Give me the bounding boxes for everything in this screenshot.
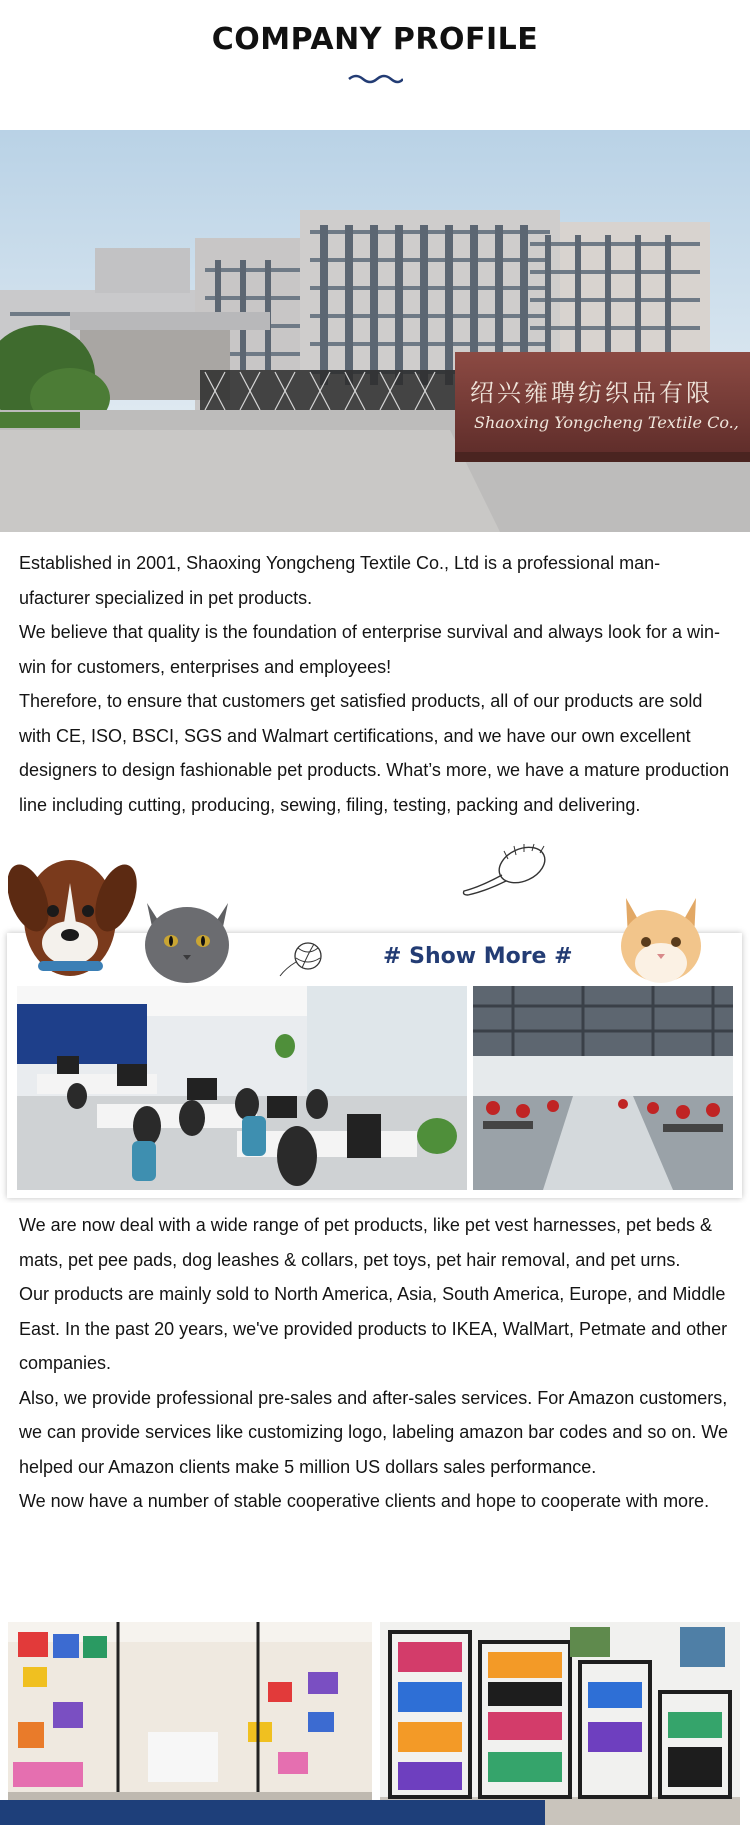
factory-photo bbox=[0, 130, 750, 532]
show-more-banner bbox=[0, 843, 750, 1203]
orange-cat-icon bbox=[606, 888, 716, 988]
detail-paragraph-4: We now have a number of stable cooperative clients and hope to cooperate with more. bbox=[19, 1491, 710, 1511]
factory-floor-photo bbox=[473, 986, 733, 1190]
intro-paragraph-1: Established in 2001, Shaoxing Yongcheng Textile Co., Ltd is a professional man-ufacturer specialized in pet products. bbox=[19, 553, 661, 608]
detail-paragraph-1: We are now deal with a wide range of pet products, like pet vest harnesses, pet beds & mats, pet pee pads, dog leashes & collars, pet toys, pet hair removal, and pet urns. bbox=[19, 1215, 713, 1270]
intro-paragraph-3: Therefore, to ensure that customers get satisfied products, all of our products are sold with CE, ISO, BSCI, SGS and Walmart certifications, and we have our own excellent designers to design fashionable pet products. What’s more, we have a mature production line including cutting, producing, sewing, filing, testing, packing and delivering. bbox=[19, 691, 730, 815]
wave-divider-icon bbox=[347, 72, 403, 86]
intro-paragraph-2: We believe that quality is the foundation of enterprise survival and always look for a win-win for customers, enterprises and employees! bbox=[19, 622, 721, 677]
showroom-section bbox=[0, 1622, 750, 1825]
show-more-link[interactable]: # Show More # bbox=[383, 944, 573, 969]
page-title: COMPANY PROFILE bbox=[211, 22, 539, 57]
detail-paragraph-2: Our products are mainly sold to North America, Asia, South America, Europe, and Middle East. In the past 20 years, we've provided products to IKEA, WalMart, Petmate and other companies. bbox=[19, 1284, 728, 1373]
showroom-photo-left bbox=[8, 1622, 372, 1825]
pet-brush-icon bbox=[460, 843, 560, 898]
office-photo bbox=[17, 986, 467, 1190]
bottom-blue-bar bbox=[0, 1800, 545, 1825]
yarn-ball-icon bbox=[278, 938, 328, 978]
intro-text bbox=[19, 546, 731, 822]
detail-paragraph-3: Also, we provide professional pre-sales and after-sales services. For Amazon customers, we can provide services like customizing logo, labeling amazon bar codes and so on. We helped our Amazon clients make 5 million US dollars sales performance. bbox=[19, 1387, 729, 1477]
showroom-photo-right bbox=[380, 1622, 740, 1825]
detail-text bbox=[19, 1208, 731, 1519]
grey-cat-icon bbox=[135, 883, 240, 988]
dog-icon bbox=[8, 843, 138, 978]
factory-sign-chinese: 绍兴雍聘纺织品有限 bbox=[470, 379, 713, 407]
factory-sign-english: Shaoxing Yongcheng Textile Co., bbox=[474, 413, 739, 432]
